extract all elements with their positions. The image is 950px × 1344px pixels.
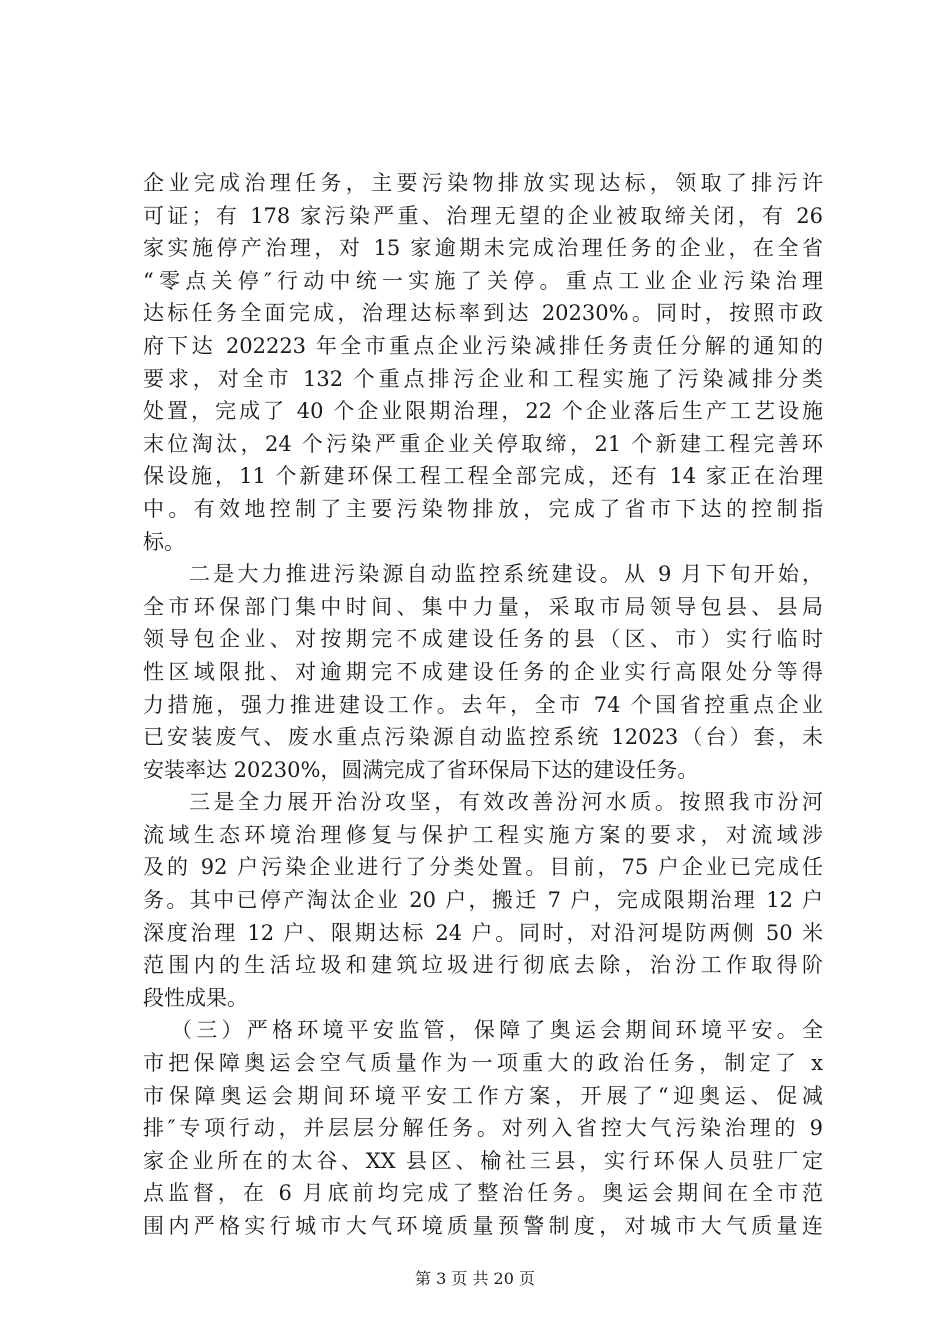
text-line: “零点关停″行动中统一实施了关停。重点工业企业污染治理 <box>143 268 823 293</box>
text-line: 范围内的生活垃圾和建筑垃圾进行彻底去除，治汾工作取得阶 <box>143 953 823 978</box>
paragraph-first-line: 二是大力推进污染源自动监控系统建设。从 9 月下旬开始， <box>189 562 823 587</box>
text-line: 领导包企业、对按期完不成建设任务的县（区、市）实行临时 <box>143 627 823 652</box>
text-line: 家实施停产治理，对 15 家逾期未完成治理任务的企业，在全省 <box>143 236 823 261</box>
text-line: 家企业所在的太谷、XX 县区、榆社三县，实行环保人员驻厂定 <box>143 1148 823 1173</box>
section-heading-line: （三）严格环境平安监管，保障了奥运会期间环境平安。全 <box>171 1018 823 1043</box>
text-line: 围内严格实行城市大气环境质量预警制度，对城市大气质量连 <box>143 1214 823 1238</box>
text-line: 市把保障奥运会空气质量作为一项重大的政治任务，制定了 x <box>143 1051 823 1076</box>
text-line: 段性成果。 <box>143 985 248 1010</box>
text-line: 要求，对全市 132 个重点排污企业和工程实施了污染减排分类 <box>143 366 823 391</box>
text-line: 末位淘汰，24 个污染严重企业关停取缔，21 个新建工程完善环 <box>143 431 823 456</box>
text-line: 力措施，强力推进建设工作。去年，全市 74 个国省控重点企业 <box>143 692 823 717</box>
text-line: 性区域限批、对逾期完不成建设任务的企业实行高限处分等得 <box>143 659 823 684</box>
text-line: 保设施，11 个新建环保工程工程全部完成，还有 14 家正在治理 <box>143 464 823 489</box>
text-line: 务。其中已停产淘汰企业 20 户，搬迁 7 户，完成限期治理 12 户 <box>143 888 823 913</box>
text-line: 排″专项行动，并层层分解任务。对列入省控大气污染治理的 9 <box>143 1116 823 1141</box>
text-line: 府下达 202223 年全市重点企业污染减排任务责任分解的通知的 <box>143 333 823 358</box>
text-line: 深度治理 12 户、限期达标 24 户。同时，对沿河堤防两侧 50 米 <box>143 920 823 945</box>
text-line: 可证；有 178 家污染严重、治理无望的企业被取缔关闭，有 26 <box>143 203 823 228</box>
page-footer: 第 3 页 共 20 页 <box>415 1269 535 1288</box>
text-line: 中。有效地控制了主要污染物排放，完成了省市下达的控制指 <box>143 496 823 521</box>
text-line: 及的 92 户污染企业进行了分类处置。目前，75 户企业已完成任 <box>143 855 823 880</box>
text-line: 点监督，在 6 月底前均完成了整治任务。奥运会期间在全市范 <box>143 1181 823 1206</box>
text-line: 已安装废气、废水重点污染源自动监控系统 12023（台）套，未 <box>143 725 823 750</box>
text-line: 达标任务全面完成，治理达标率到达 20230%。同时，按照市政 <box>143 301 823 326</box>
text-line: 标。 <box>143 529 185 554</box>
paragraph-first-line: 三是全力展开治汾攻坚，有效改善汾河水质。按照我市汾河 <box>189 790 823 815</box>
text-line: 安装率达 20230%，圆满完成了省环保局下达的建设任务。 <box>143 757 699 782</box>
text-line: 流域生态环境治理修复与保护工程实施方案的要求，对流域涉 <box>143 822 823 847</box>
text-line: 全市环保部门集中时间、集中力量，采取市局领导包县、县局 <box>143 594 823 619</box>
text-line: 市保障奥运会期间环境平安工作方案，开展了“迎奥运、促减 <box>143 1083 823 1108</box>
text-line: 处置，完成了 40 个企业限期治理，22 个企业落后生产工艺设施 <box>143 399 823 424</box>
text-line: 企业完成治理任务，主要污染物排放实现达标，领取了排污许 <box>143 171 823 195</box>
